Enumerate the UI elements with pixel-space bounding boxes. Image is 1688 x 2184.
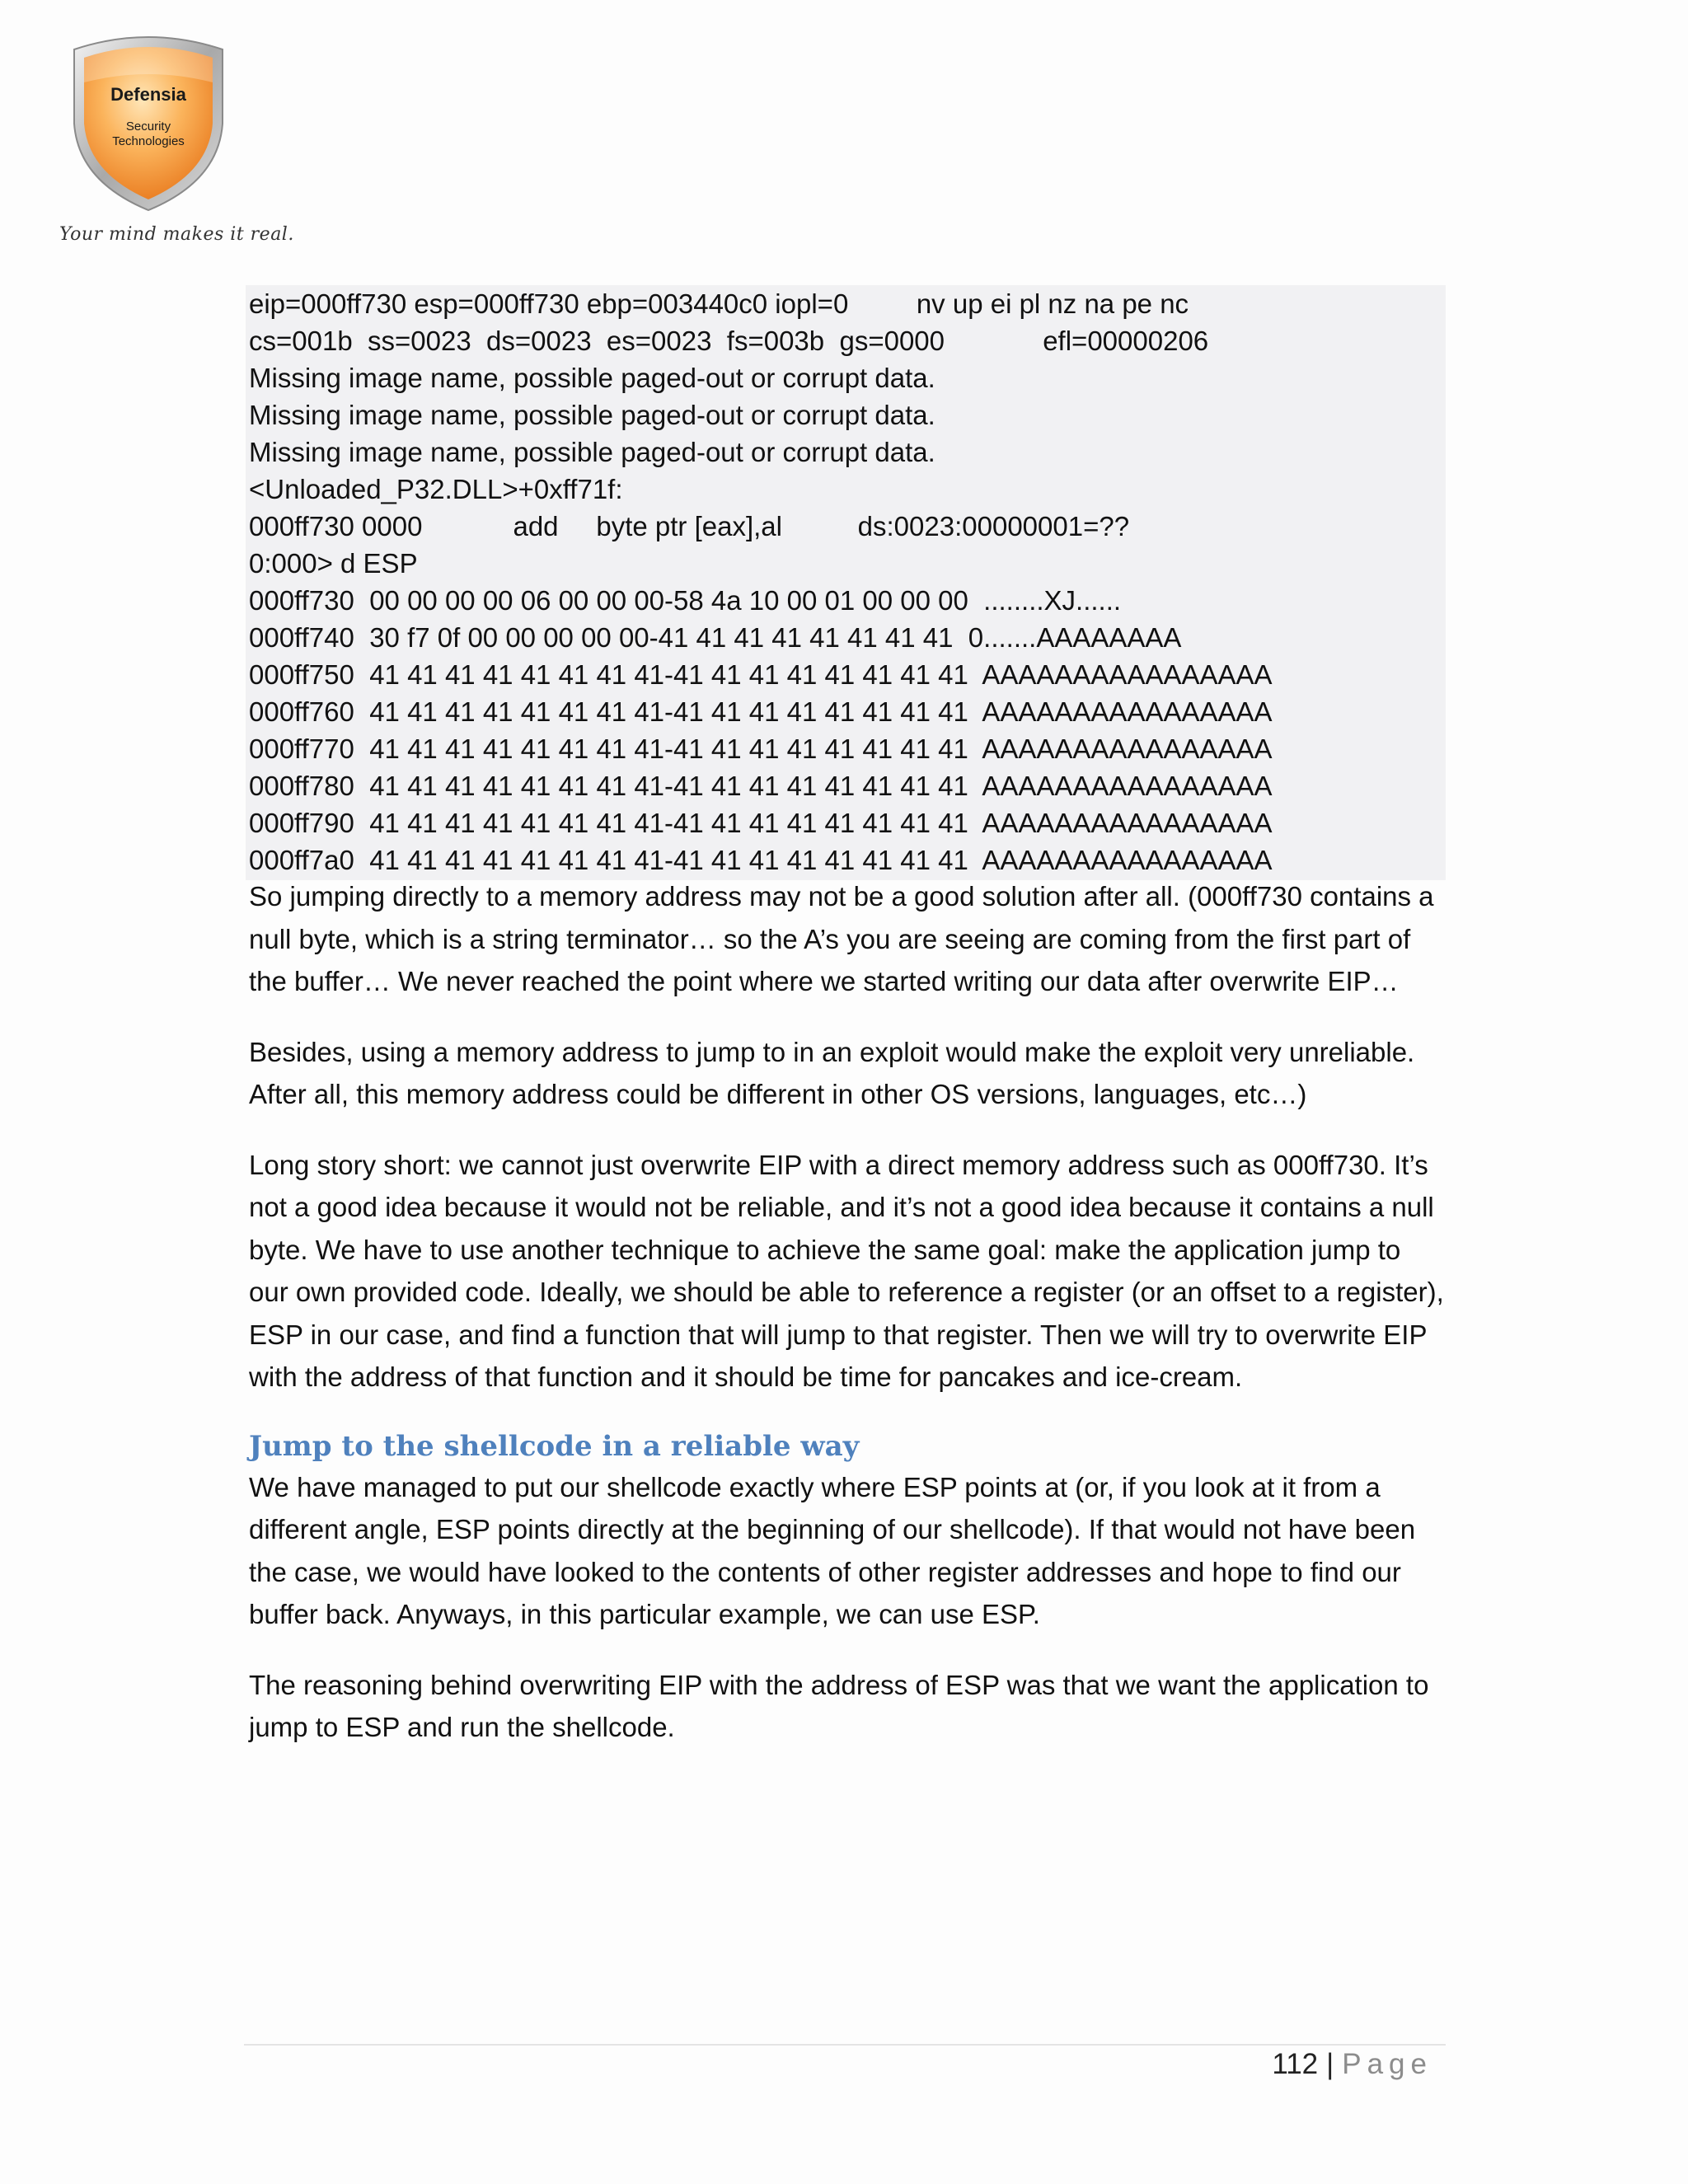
footer-divider — [244, 2044, 1446, 2046]
paragraph-null-byte: So jumping directly to a memory address may not be a good solution after all. (000ff730 contains a null byte, which is a string terminator… so the A’s you are seeing are coming from the first part of the buffer… We never reached the point where we started writing our data after overwrite EIP… — [249, 881, 1434, 996]
code-line: 000ff790 41 41 41 41 41 41 41 41-41 41 41 41 41 41 41 41 AAAAAAAAAAAAAAAA — [249, 808, 1273, 838]
debugger-output-block — [246, 285, 1446, 880]
logo-tagline: Your mind makes it real. — [59, 224, 294, 245]
page-number: 112 — [1272, 2048, 1319, 2080]
logo-subtitle-line1: Security — [125, 120, 171, 134]
page-label: Page — [1342, 2048, 1432, 2080]
page-body — [249, 875, 1444, 1777]
code-line: 000ff730 00 00 00 00 06 00 00 00-58 4a 10 00 01 00 00 00 ........XJ...... — [249, 585, 1122, 616]
code-line: <Unloaded_P32.DLL>+0xff71f: — [249, 474, 623, 504]
paragraph-unreliable: Besides, using a memory address to jump to in an exploit would make the exploit very unreliable. After all, this memory address could be different in other OS versions, languages, etc…) — [249, 1036, 1415, 1109]
code-line: 000ff750 41 41 41 41 41 41 41 41-41 41 41 41 41 41 41 41 AAAAAAAAAAAAAAAA — [249, 659, 1273, 690]
code-line: 000ff780 41 41 41 41 41 41 41 41-41 41 41 41 41 41 41 41 AAAAAAAAAAAAAAAA — [249, 771, 1273, 801]
code-line: 000ff730 0000 add byte ptr [eax],al ds:0023:00000001=?? — [249, 511, 1130, 541]
code-line: 000ff740 30 f7 0f 00 00 00 00 00-41 41 41 41 41 41 41 41 0.......AAAAAAAA — [249, 622, 1182, 653]
code-line: 000ff7a0 41 41 41 41 41 41 41 41-41 41 41 41 41 41 41 41 AAAAAAAAAAAAAAAA — [249, 845, 1273, 875]
code-line: Missing image name, possible paged-out or corrupt data. — [249, 437, 935, 467]
footer-separator: | — [1326, 2048, 1334, 2080]
page-footer — [1272, 2048, 1432, 2081]
logo-subtitle-line2: Technologies — [112, 134, 185, 148]
code-line: Missing image name, possible paged-out or corrupt data. — [249, 363, 935, 393]
code-line: 0:000> d ESP — [249, 548, 418, 579]
section-heading: Jump to the shellcode in a reliable way — [249, 1429, 860, 1463]
code-line: Missing image name, possible paged-out or corrupt data. — [249, 400, 935, 430]
shield-logo-icon — [49, 25, 247, 223]
paragraph-reasoning: The reasoning behind overwriting EIP with the address of ESP was that we want the application to jump to ESP and run the shellcode. — [249, 1669, 1429, 1742]
logo-brand: Defensia — [110, 84, 186, 105]
company-logo — [49, 25, 247, 255]
code-line: cs=001b ss=0023 ds=0023 es=0023 fs=003b gs=0000 efl=00000206 — [249, 326, 1209, 356]
paragraph-shellcode-at-esp: We have managed to put our shellcode exactly where ESP points at (or, if you look at it from a different angle, ESP points directly at the beginning of our shellcode). If that would not have been the case, we would have looked to the contents of other register addresses and hope to find our buffer back. Anyways, in this particular example, we can use ESP. — [249, 1471, 1416, 1629]
code-line: eip=000ff730 esp=000ff730 ebp=003440c0 iopl=0 nv up ei pl nz na pe nc — [249, 288, 1189, 319]
paragraph-long-story-short: Long story short: we cannot just overwrite EIP with a direct memory address such as 000ff730. It’s not a good idea because it would not be reliable, and it’s not a good idea because it contains a null byte. We have to use another technique to achieve the same goal: make the application jump to our own provided code. Ideally, we should be able to reference a register (or an offset to a register), ESP in our case, and find a function that will jump to that register. Then we will try to overwrite EIP with the address of that function and it should be time for pancakes and ice-cream. — [249, 1149, 1444, 1392]
code-line: 000ff770 41 41 41 41 41 41 41 41-41 41 41 41 41 41 41 41 AAAAAAAAAAAAAAAA — [249, 733, 1273, 764]
code-line: 000ff760 41 41 41 41 41 41 41 41-41 41 41 41 41 41 41 41 AAAAAAAAAAAAAAAA — [249, 696, 1273, 727]
